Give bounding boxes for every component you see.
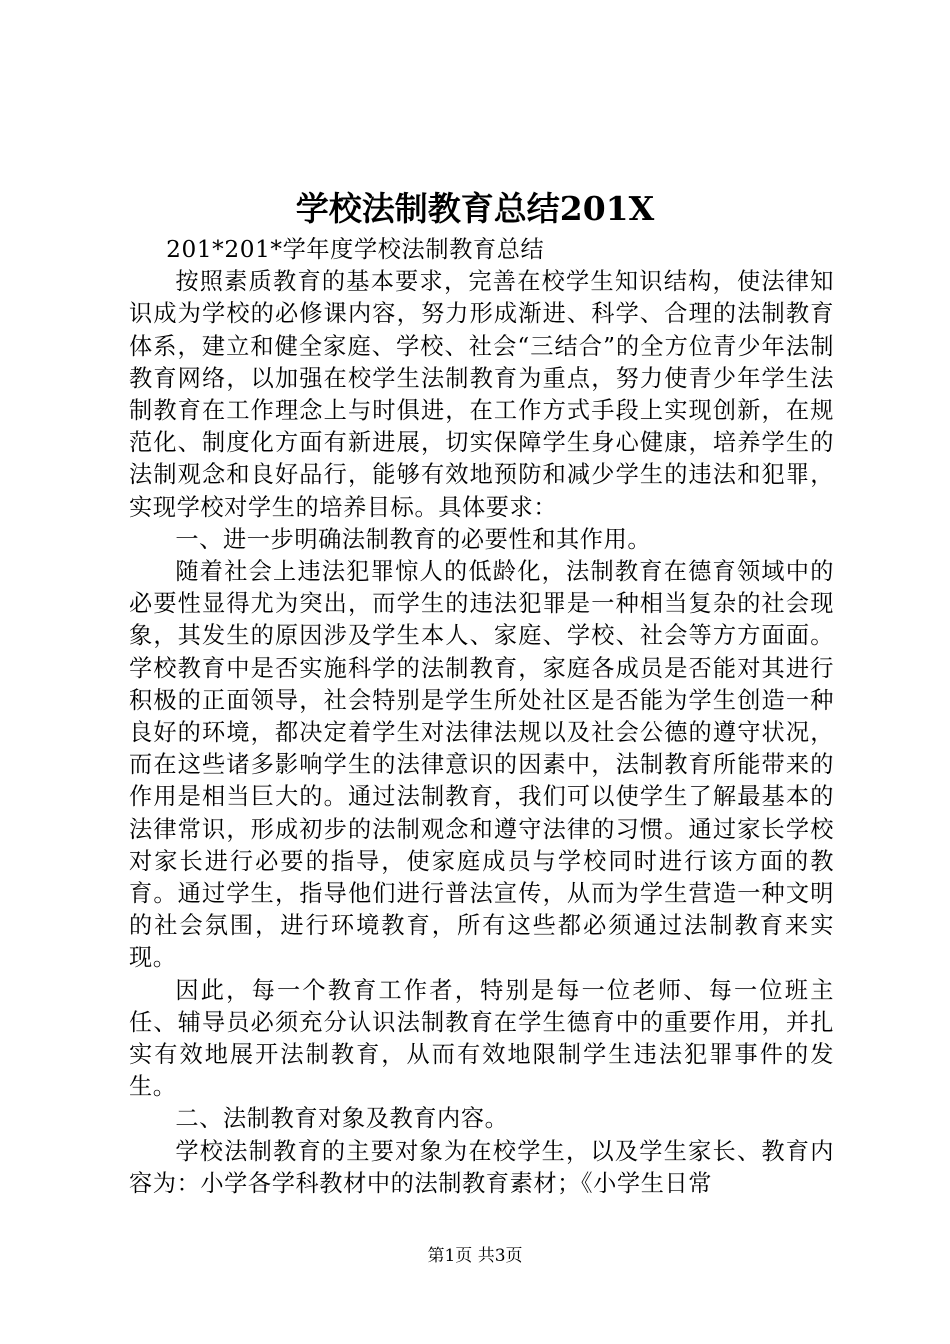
paragraph-therefore: 因此，每一个教育工作者，特别是每一位老师、每一位班主任、辅导员必须充分认识法制教育在学生德育中的重要作用，并扎实有效地展开法制教育，从而有效地限制学生违法犯罪事件的发生。 xyxy=(129,976,834,1101)
paragraph-necessity: 随着社会上违法犯罪惊人的低龄化，法制教育在德育领域中的必要性显得尤为突出，而学生的违法犯罪是一种相当复杂的社会现象，其发生的原因涉及学生本人、家庭、学校、社会等方方面面。学校教育中是否实施科学的法制教育，家庭各成员是否能对其进行积极的正面领导，社会特别是学生所处社区是否能为学生创造一种良好的环境，都决定着学生对法律法规以及社会公德的遵守状况，而在这些诸多影响学生的法律意识的因素中，法制教育所能带来的作用是相当巨大的。通过法制教育，我们可以使学生了解最基本的法律常识，形成初步的法制观念和遵守法律的习惯。通过家长学校对家长进行必要的指导，使家庭成员与学校同时进行该方面的教育。通过学生，指导他们进行普法宣传，从而为学生营造一种文明的社会氛围，进行环境教育，所有这些都必须通过法制教育来实现。 xyxy=(129,558,834,972)
document-title: 学校法制教育总结201X xyxy=(295,189,655,228)
document-body xyxy=(129,234,834,1200)
section-heading-2: 二、法制教育对象及教育内容。 xyxy=(175,1105,509,1133)
page-footer: 第1页 共3页 xyxy=(427,1246,523,1266)
document-subtitle: 201*201*学年度学校法制教育总结 xyxy=(166,236,545,263)
paragraph-objects: 学校法制教育的主要对象为在校学生，以及学生家长、教育内容为：小学各学科教材中的法制教育素材；《小学生日常 xyxy=(129,1137,834,1197)
section-heading-1: 一、进一步明确法制教育的必要性和其作用。 xyxy=(175,525,652,553)
paragraph-intro: 按照素质教育的基本要求，完善在校学生知识结构，使法律知识成为学校的必修课内容，努力形成渐进、科学、合理的法制教育体系，建立和健全家庭、学校、社会“三结合”的全方位青少年法制教育网络，以加强在校学生法制教育为重点，努力使青少年学生法制教育在工作理念上与时俱进，在工作方式手段上实现创新，在规范化、制度化方面有新进展，切实保障学生身心健康，培养学生的法制观念和良好品行，能够有效地预防和减少学生的违法和犯罪，实现学校对学生的培养目标。具体要求： xyxy=(129,268,834,521)
